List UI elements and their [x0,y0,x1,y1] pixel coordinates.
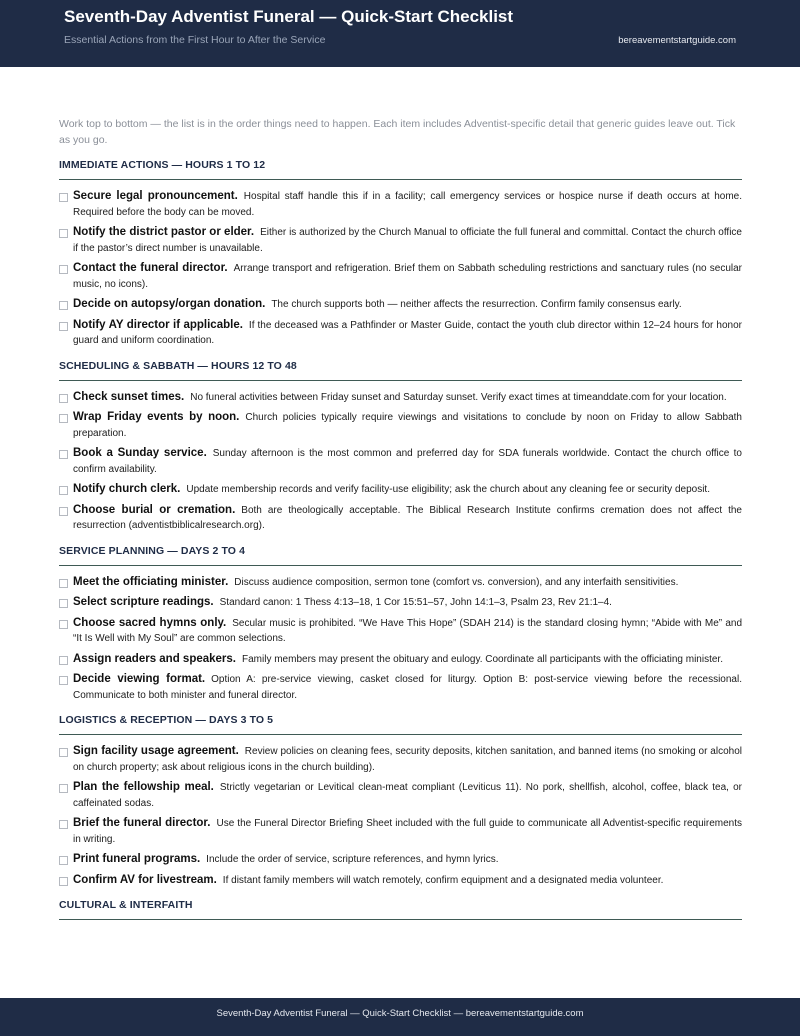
checkbox[interactable] [59,784,68,793]
header-site-link[interactable]: bereavementstartguide.com [618,35,736,46]
item-title: Book a Sunday service. [73,447,207,459]
checklist-item [59,873,742,889]
checkbox[interactable] [59,579,68,588]
checkbox[interactable] [59,322,68,331]
checklist-item [59,297,742,313]
item-description: Standard canon: 1 Thess 4:13–18, 1 Cor 15:51–57, John 14:1–3, Psalm 23, Rev 21:1–4. [219,597,612,608]
item-title: Decide on autopsy/organ donation. [73,298,266,310]
checklist-sections [59,159,742,920]
checklist-item [59,410,742,441]
item-title: Notify the district pastor or elder. [73,226,255,238]
item-title: Notify church clerk. [73,483,181,495]
item-title: Choose burial or cremation. [73,503,236,516]
item-description: If distant family members will watch remotely, confirm equipment and a designated media volunteer. [222,874,664,886]
item-title: Select scripture readings. [73,596,214,608]
item-title: Contact the funeral director. [73,262,228,274]
checkbox[interactable] [59,193,68,202]
checkbox[interactable] [59,486,68,495]
header-bar [0,0,800,67]
item-description: Secular music is prohibited. “We Have This Hope” (SDAH 214) is the standard closing hymn; “Abide with Me” and “It Is Well with My Soul” are common selections. [73,617,743,644]
section-heading: SCHEDULING & SABBATH — HOURS 12 TO 48 [59,360,742,381]
section-heading: SERVICE PLANNING — DAYS 2 TO 4 [59,545,742,566]
checklist-item [59,482,742,498]
item-title: Sign facility usage agreement. [73,745,239,757]
checklist-item [59,852,742,868]
checkbox[interactable] [59,877,68,886]
item-title: Notify AY director if applicable. [73,318,243,331]
item-description: Update membership records and verify facility-use eligibility; ask the church about any cleaning fee or security deposit. [186,484,710,495]
page-title: Seventh-Day Adventist Funeral — Quick-Start Checklist [64,7,514,26]
checkbox[interactable] [59,656,68,665]
item-description: Review policies on cleaning fees, security deposits, kitchen sanitation, and banned items (no smoking or alcohol on church property; ask about religious icons in the church building). [73,746,742,773]
item-description: Church policies typically require viewings and visitations to conclude by noon on Friday to allow Sabbath preparation. [73,412,742,439]
section-heading: LOGISTICS & RECEPTION — DAYS 3 TO 5 [59,714,742,735]
checklist-item [59,189,742,220]
item-description: Discuss audience composition, sermon tone (comfort vs. conversion), and any interfaith sensitivities. [234,576,679,588]
item-title: Secure legal pronouncement. [73,190,238,202]
item-description: No funeral activities between Friday sunset and Saturday sunset. Verify exact times at timeanddate.com for your location. [190,391,727,403]
item-description: The church supports both — neither affects the resurrection. Confirm family consensus early. [271,299,682,310]
checkbox[interactable] [59,599,68,608]
item-description: Either is authorized by the Church Manual to officiate the full funeral and committal. Contact the church office if the pastor’s direct number is unavailable. [73,227,742,254]
item-title: Check sunset times. [73,390,185,403]
item-description: Include the order of service, scripture references, and hymn lyrics. [206,854,499,865]
checklist-item [59,652,742,668]
item-title: Meet the officiating minister. [73,575,229,588]
checkbox[interactable] [59,620,68,629]
checklist-item [59,225,742,256]
checkbox[interactable] [59,229,68,238]
checkbox[interactable] [59,856,68,865]
checklist-item [59,616,742,647]
checklist-item [59,816,742,847]
checkbox[interactable] [59,414,68,423]
checklist-section [59,545,742,704]
item-title: Brief the funeral director. [73,817,211,829]
checklist-content [59,116,742,931]
footer-text: Seventh-Day Adventist Funeral — Quick-Start Checklist — bereavementstartguide.com [216,1008,584,1019]
item-title: Wrap Friday events by noon. [73,411,240,423]
checklist-section [59,360,742,534]
checklist-item [59,261,742,292]
section-heading: IMMEDIATE ACTIONS — HOURS 1 TO 12 [59,159,742,180]
item-title: Assign readers and speakers. [73,652,236,665]
checkbox[interactable] [59,748,68,757]
item-description: Sunday afternoon is the most common and preferred day for SDA funerals worldwide. Contact the church office to confirm availability. [73,448,742,475]
checkbox[interactable] [59,507,68,516]
checkbox[interactable] [59,450,68,459]
checklist-item [59,672,742,703]
item-description: If the deceased was a Pathfinder or Master Guide, contact the youth club director within 12–24 hours for honor guard and uniform coordination. [73,319,742,346]
checklist-item [59,575,742,591]
checklist-item [59,318,742,349]
item-description: Family members may present the obituary and eulogy. Coordinate all participants with the officiating minister. [242,653,723,665]
item-title: Decide viewing format. [73,673,206,685]
checklist-item [59,446,742,477]
item-description: Arrange transport and refrigeration. Brief them on Sabbath scheduling restrictions and sanctuary rules (no secular music, no icons). [73,263,742,290]
item-title: Print funeral programs. [73,853,201,865]
item-description: Option A: pre-service viewing, casket closed for liturgy. Option B: post-service viewing before the recessional. Communicate to both minister and funeral director. [73,674,742,701]
checklist-item [59,595,742,611]
item-title: Plan the fellowship meal. [73,781,214,793]
checklist-item [59,780,742,811]
checklist-section [59,899,742,920]
checklist-section [59,159,742,349]
item-description: Hospital staff handle this if in a facility; call emergency services or hospice nurse if death occurs at home. Required before the body can be moved. [73,191,743,218]
footer-bar [0,998,800,1036]
intro-text: Work top to bottom — the list is in the order things need to happen. Each item includes Adventist-specific detail that generic guides leave out. Tick as you go. [59,118,736,146]
checkbox[interactable] [59,301,68,310]
item-title: Choose sacred hymns only. [73,616,227,629]
page-subtitle: Essential Actions from the First Hour to After the Service [64,34,326,46]
checklist-item [59,744,742,775]
section-heading: CULTURAL & INTERFAITH [59,899,742,920]
item-description: Strictly vegetarian or Levitical clean-meat compliant (Leviticus 11). No pork, shellfish, alcohol, coffee, black tea, or caffeinated sodas. [73,782,742,809]
item-title: Confirm AV for livestream. [73,873,217,886]
checklist-item [59,503,742,534]
checklist-section [59,714,742,888]
checkbox[interactable] [59,394,68,403]
checkbox[interactable] [59,820,68,829]
checkbox[interactable] [59,676,68,685]
item-description: Both are theologically acceptable. The Biblical Research Institute confirms cremation does not affect the resurrection (adventistbiblicalresearch.org). [73,504,742,531]
checkbox[interactable] [59,265,68,274]
item-description: Use the Funeral Director Briefing Sheet included with the full guide to communicate all Adventist-specific requirements in writing. [73,818,742,845]
checklist-item [59,390,742,406]
